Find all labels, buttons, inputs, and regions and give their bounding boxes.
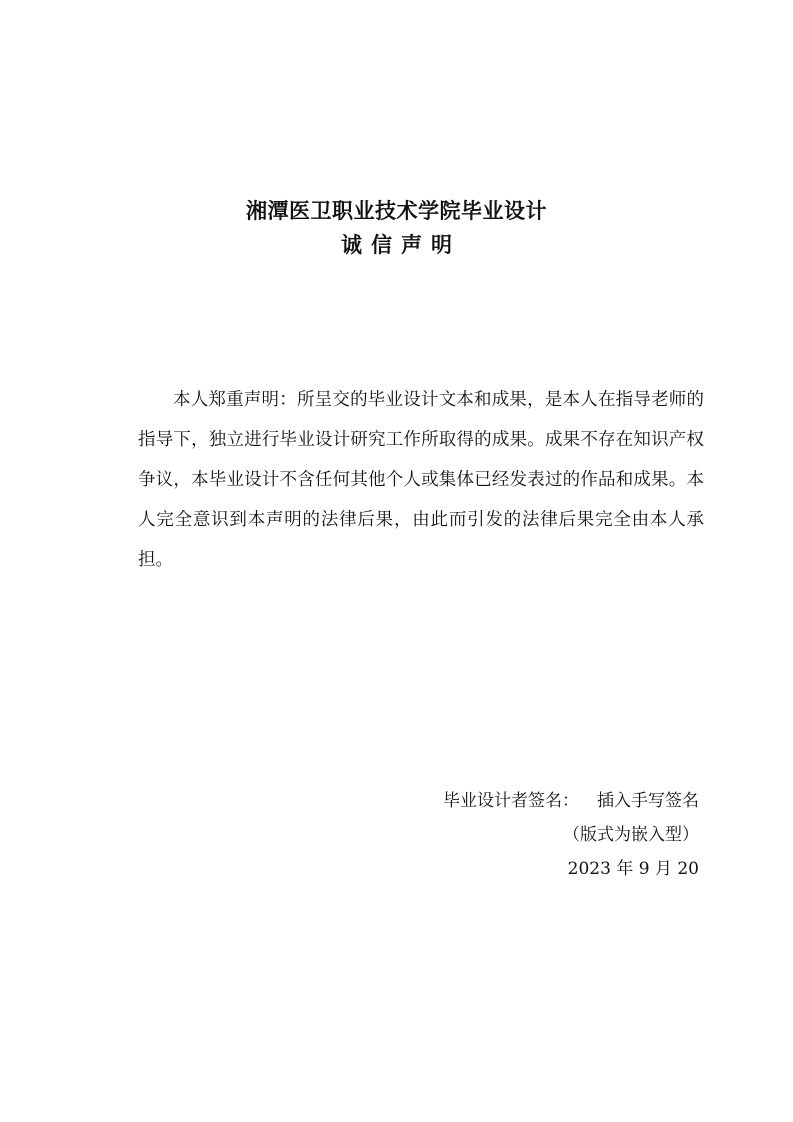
signature-block bbox=[443, 784, 699, 886]
declaration-heading: 诚信声明 bbox=[341, 233, 461, 257]
college-title: 湘潭医卫职业技术学院毕业设计 bbox=[246, 199, 547, 223]
document-title bbox=[0, 194, 793, 262]
declaration-paragraph: 本人郑重声明：所呈交的毕业设计文本和成果，是本人在指导老师的指导下，独立进行毕业设计研究工作所取得的成果。成果不存在知识产权争议，本毕业设计不含任何其他个人或集体已经发表过的作品和成果。本人完全意识到本声明的法律后果，由此而引发的法律后果完全由本人承担。 bbox=[138, 390, 704, 570]
signature-line bbox=[443, 784, 699, 818]
signature-date: 2023 年 9 月 20 bbox=[567, 859, 699, 879]
signature-label: 毕业设计者签名： bbox=[443, 791, 579, 811]
signature-placeholder: 插入手写签名 bbox=[597, 791, 699, 811]
signature-format-note: （版式为嵌入型） bbox=[563, 825, 699, 845]
